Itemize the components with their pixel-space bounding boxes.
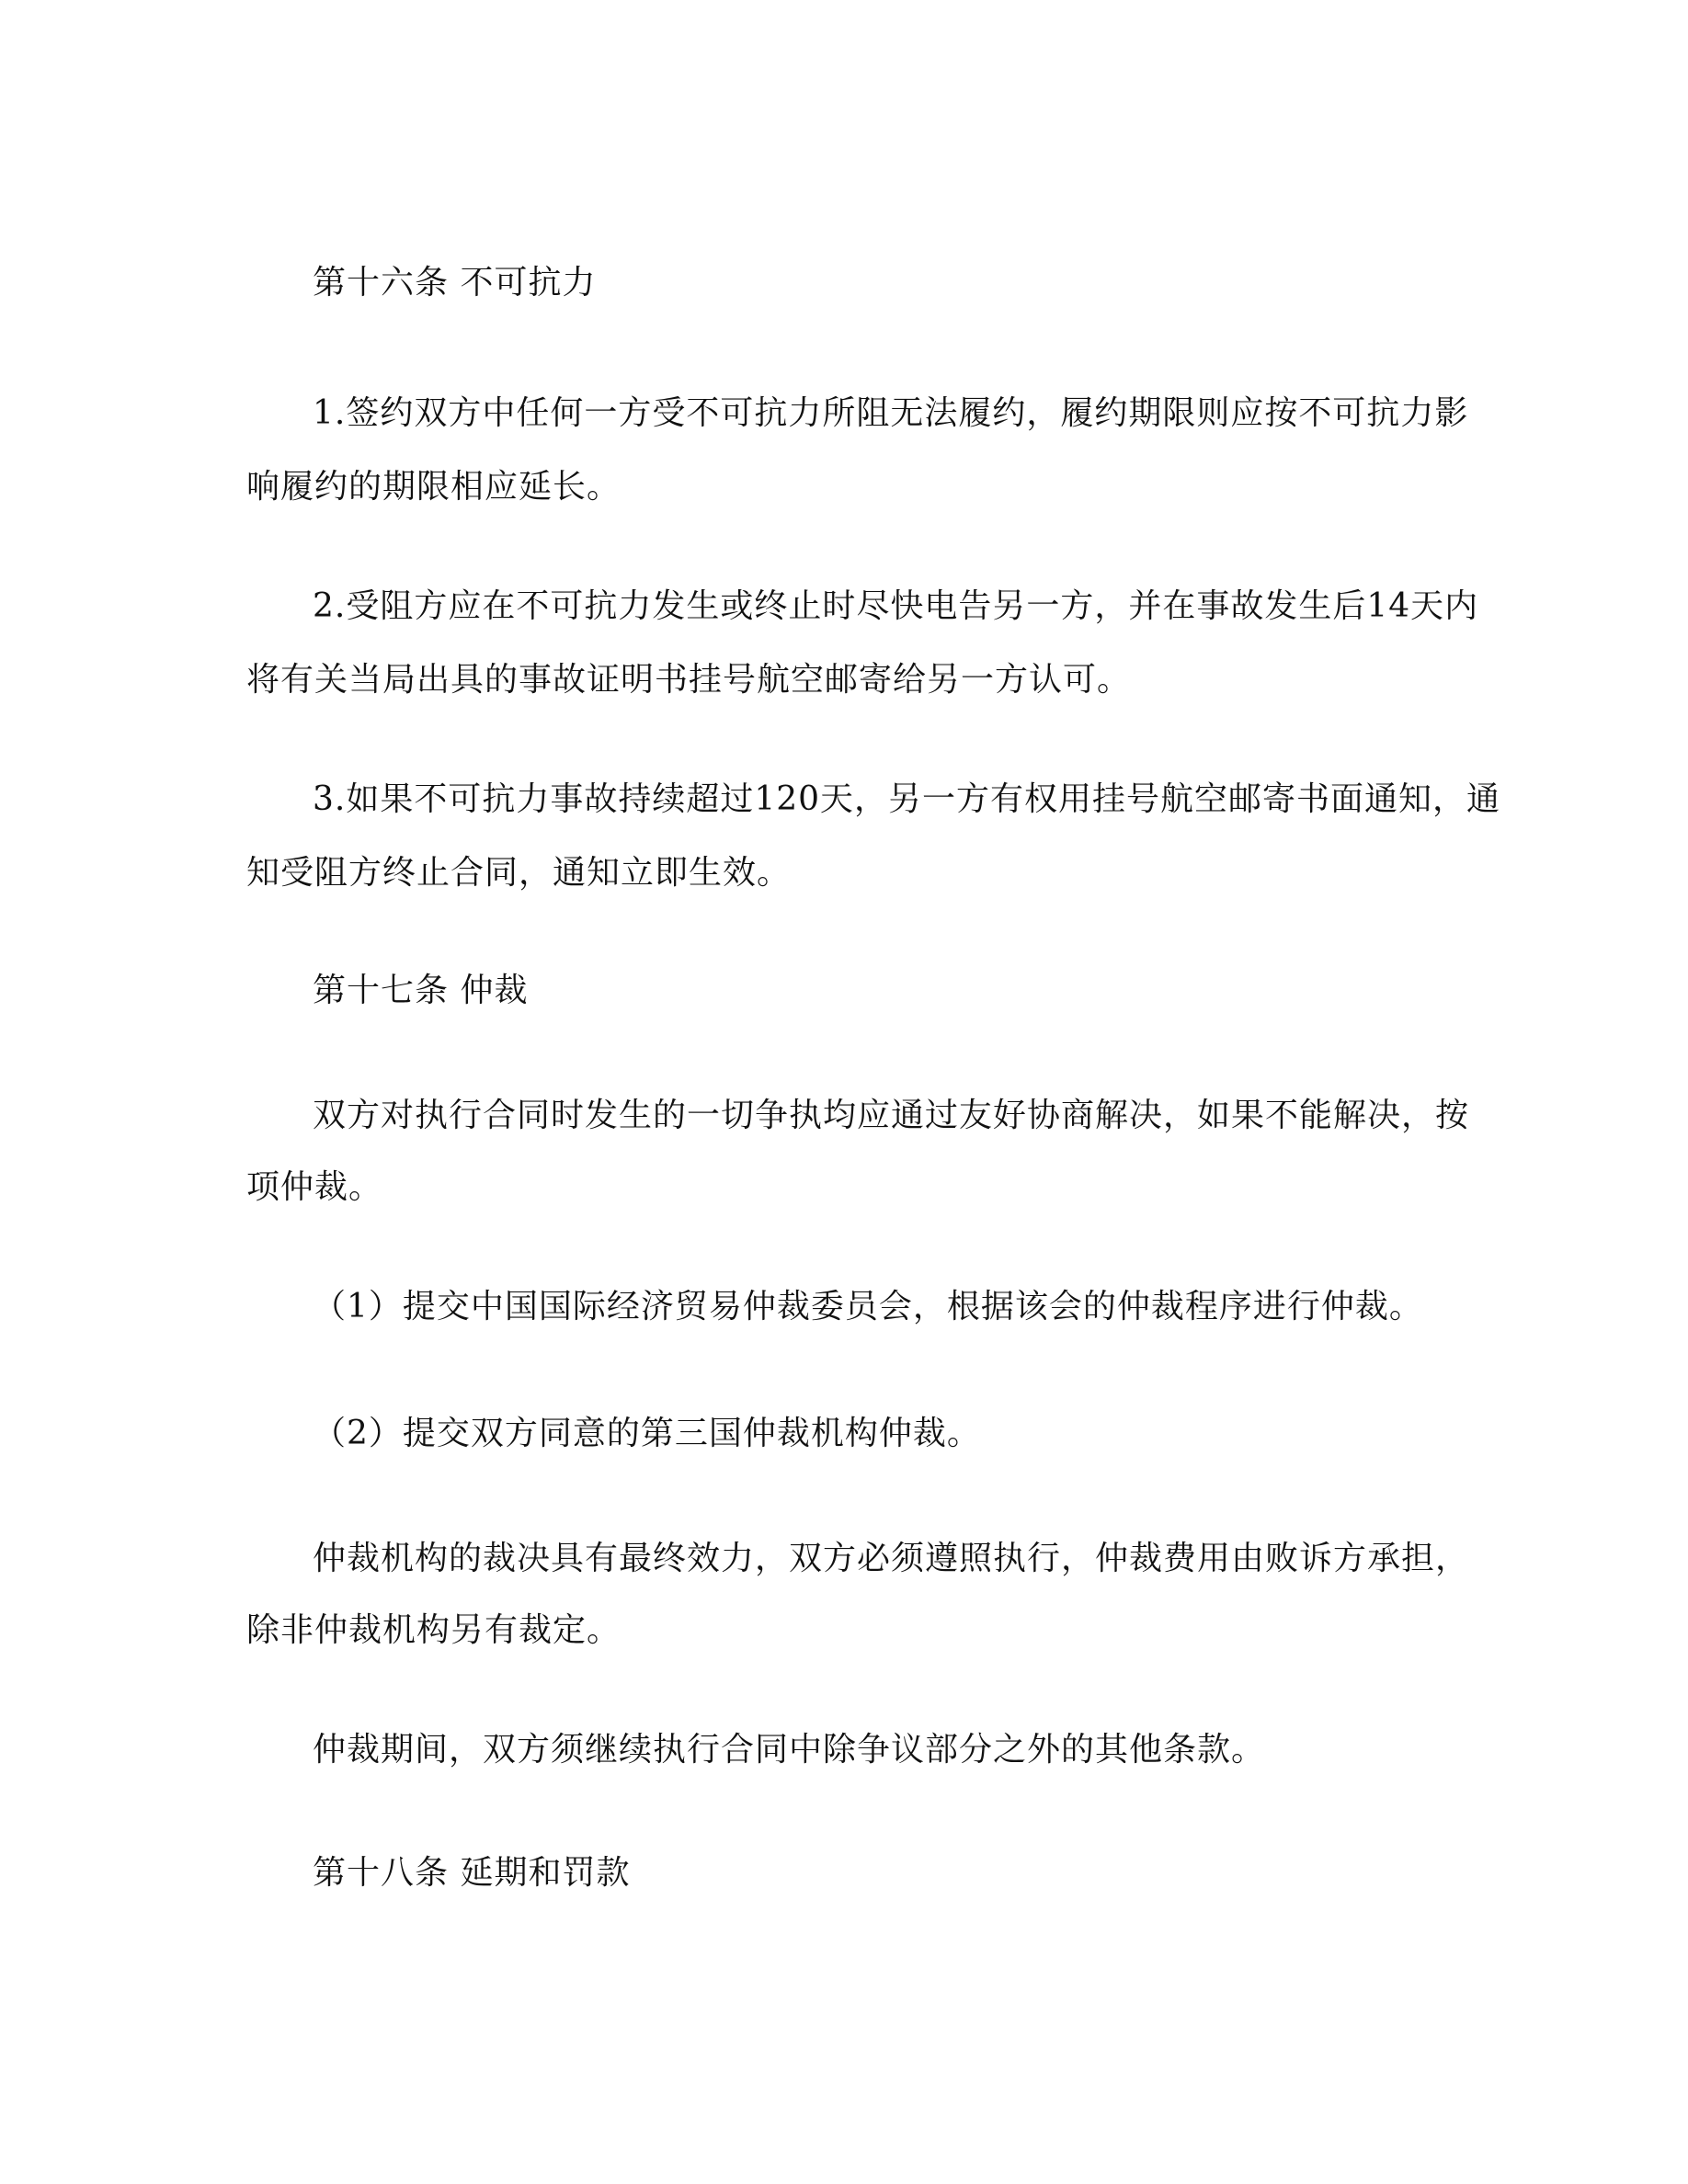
- article-16-para-1-line-2: 响履约的期限相应延长。: [246, 468, 622, 506]
- article-17-para-3: 仲裁期间，双方须继续执行合同中除争议部分之外的其他条款。: [313, 1731, 1266, 1769]
- article-17-heading: 第十七条 仲裁: [313, 972, 529, 1009]
- article-17-option-2: （2）提交双方同意的第三国仲裁机构仲裁。: [313, 1415, 981, 1452]
- article-16-para-3-line-2: 知受阻方终止合同，通知立即生效。: [246, 854, 792, 892]
- article-17-para-1-line-2: 项仲裁。: [246, 1168, 383, 1206]
- article-16-para-2-line-1: 2.受阻方应在不可抗力发生或终止时尽快电告另一方，并在事故发生后14天内: [313, 587, 1479, 625]
- article-17-para-1-line-1: 双方对执行合同时发生的一切争执均应通过友好协商解决，如果不能解决，按: [313, 1097, 1470, 1134]
- article-17-para-2-line-2: 除非仲裁机构另有裁定。: [246, 1611, 622, 1649]
- article-17-option-1: （1）提交中国国际经济贸易仲裁委员会，根据该会的仲裁程序进行仲裁。: [313, 1288, 1423, 1325]
- article-18-heading: 第十八条 延期和罚款: [313, 1854, 631, 1892]
- article-16-heading: 第十六条 不可抗力: [313, 264, 597, 301]
- article-17-para-2-line-1: 仲裁机构的裁决具有最终效力，双方必须遵照执行，仲裁费用由败诉方承担，: [313, 1540, 1470, 1577]
- article-16-para-3-line-1: 3.如果不可抗力事故持续超过120天，另一方有权用挂号航空邮寄书面通知，通: [313, 780, 1501, 818]
- article-16-para-2-line-2: 将有关当局出具的事故证明书挂号航空邮寄给另一方认可。: [246, 661, 1132, 699]
- article-16-para-1-line-1: 1.签约双方中任何一方受不可抗力所阻无法履约，履约期限则应按不可抗力影: [313, 394, 1469, 432]
